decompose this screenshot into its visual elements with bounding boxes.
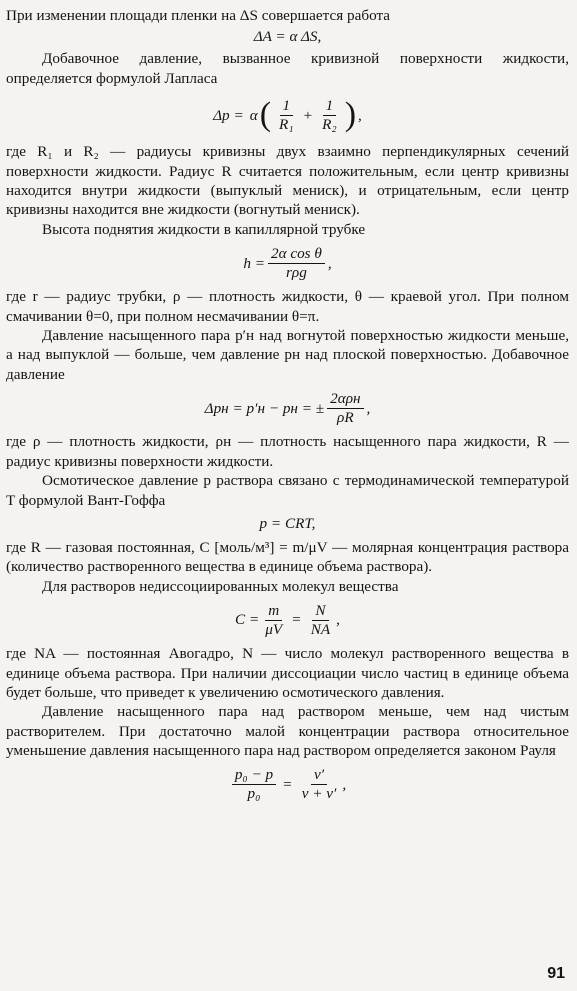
paragraph-gas-constant: где R — газовая постоянная, C [моль/м³] = m/μV — молярная концентрация раствора (количество растворенного вещества в единице объема раствора). bbox=[6, 538, 569, 576]
concentration-frac-2: $\frac{N}{NA}$ bbox=[310, 601, 331, 638]
paragraph-raoult: Давление насыщенного пара над раствором меньше, чем над чистым растворителем. При достаточно малой концентрации раствора относительное уменьшение давления насыщенного пара над раствором определяется законом Рауля bbox=[6, 703, 569, 760]
equation-laplace: Δp = α ( $\frac{1}{\text{R₁}}$ + $\frac{1}{\text{R₂}}$ ) , bbox=[213, 96, 362, 134]
paragraph-densities: где ρ — плотность жидкости, ρн — плотность насыщенного пара жидкости, R — радиус кривизны поверхности жидкости. bbox=[6, 433, 569, 470]
paragraph-osmotic: Осмотическое давление p раствора связано с термодинамической температурой T формулой Вант-Гоффа bbox=[6, 472, 569, 509]
equation-work: ΔA = α ΔS, bbox=[253, 28, 322, 46]
equation-vant-hoff: p = CRT, bbox=[259, 514, 316, 532]
paragraph-laplace-intro: Добавочное давление, вызванное кривизной поверхности жидкости, определяется формулой Лапласа bbox=[6, 50, 569, 87]
equation-vapor: Δpн = p′н − pн = ± $\frac{\text{2αρн}}{\rho R}$ , bbox=[204, 389, 371, 426]
equation-concentration: C = $\frac{m}{\mu V}$ = $\frac{N}{NA}$ , bbox=[235, 601, 340, 638]
paragraph-undissociated: Для растворов недиссоциированных молекул вещества bbox=[42, 577, 399, 595]
laplace-frac-1: $\frac{1}{\text{R₁}}$ bbox=[279, 96, 294, 133]
page-number: 91 bbox=[547, 965, 565, 982]
capillary-frac: $\frac{\text{2α cos θ}}{\text{rρg}}$ bbox=[268, 245, 325, 282]
paragraph-wetting: где r — радиус трубки, ρ — плотность жидкости, θ — краевой угол. При полном смачивании θ=0, при полном несмачивании θ=π. bbox=[6, 288, 569, 325]
vapor-frac: $\frac{\text{2αρн}}{\rho R}$ bbox=[327, 390, 363, 427]
laplace-lhs: Δp = bbox=[213, 106, 244, 124]
concentration-frac-1: $\frac{m}{\mu V}$ bbox=[265, 601, 283, 638]
raoult-frac-2: $\frac{\nu'}{\nu + \nu'}$ bbox=[301, 766, 337, 803]
paragraph-capillary: Высота поднятия жидкости в капиллярной трубке bbox=[42, 220, 366, 238]
paragraph-work: При изменении площади пленки на ΔS совершается работа bbox=[6, 7, 391, 24]
paragraph-radii: где R₁ и R₂ — радиусы кривизны двух взаимно перпендикулярных сечений поверхности жидкости. Радиус R считается положительным, если центр кривизны находится внутри жидкости (выпуклый мениск), и отрицательным, если центр кривизны находится вне жидкости (вогнутый мениск). bbox=[6, 143, 569, 219]
laplace-frac-2: $\frac{1}{\text{R₂}}$ bbox=[322, 96, 337, 133]
raoult-frac-1: $\frac{\text{p₀ − p}}{\text{p₀}}$ bbox=[232, 766, 276, 803]
paragraph-avogadro: где NA — постоянная Авогадро, N — число молекул растворенного вещества в единице объема раствора. При наличии диссоциации число частиц в единице объема будет больше, что приведет к увеличению осмотического давления. bbox=[6, 645, 569, 701]
paragraph-vapor-pressure: Давление насыщенного пара p′н над вогнутой поверхностью жидкости меньше, а над выпуклой — больше, чем давление pн над плоской поверхностью. Добавочное давление bbox=[6, 327, 569, 383]
laplace-coef: α bbox=[249, 106, 258, 124]
equation-capillary: h = $\frac{\text{2α cos θ}}{\text{rρg}}$ , bbox=[243, 244, 332, 281]
equation-raoult: $\frac{\text{p₀ − p}}{\text{p₀}}$ = $\frac{\nu'}{\nu + \nu'}$ , bbox=[6, 762, 569, 808]
